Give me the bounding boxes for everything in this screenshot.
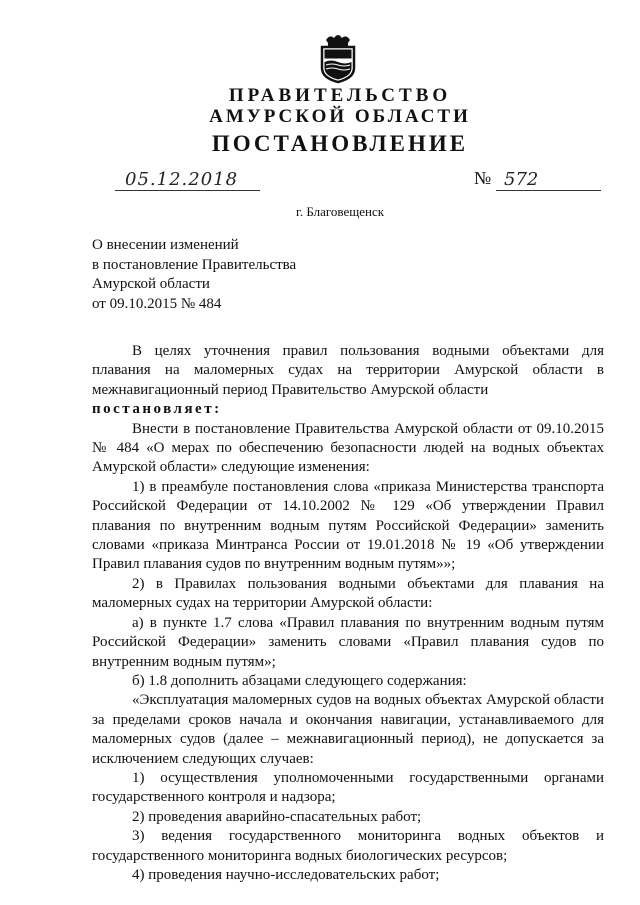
body-paragraph: б) 1.8 дополнить абзацами следующего содержания:	[132, 672, 467, 689]
number-label: №	[474, 168, 492, 188]
subject-line: Амурской области	[92, 276, 210, 292]
body-paragraph: а) в пункте 1.7 слова «Правил плавания по внутренним водным путям Российской Федерации» заменить словами «Правил плавания судов по внутренним водным путям»;	[92, 614, 604, 670]
document-number: 572	[496, 170, 601, 191]
subject-line: в постановление Правительства	[92, 256, 297, 273]
body-paragraph: 2) в Правилах пользования водными объектами для плавания на маломерных судах на территории Амурской области:	[92, 575, 604, 612]
header-line-2: АМУРСКОЙ ОБЛАСТИ	[209, 106, 471, 127]
coat-of-arms-icon	[318, 32, 358, 84]
subject-line: О внесении изменений	[92, 237, 239, 253]
document-subject	[92, 236, 296, 314]
body-paragraph: 3) ведения государственного мониторинга водных объектов и государственного мониторинга водных биологических ресурсов;	[92, 828, 604, 864]
body-paragraph: 2) проведения аварийно-спасательных работ;	[132, 808, 422, 825]
document-date: 05.12.2018	[115, 170, 260, 191]
decree-word: постановляет:	[92, 401, 222, 418]
preamble-paragraph: В целях уточнения правил пользования водными объектами для плавания на маломерных судах на территории Амурской области в межнавигационный период Правительство Амурской области	[92, 343, 604, 398]
document-type-title: ПОСТАНОВЛЕНИЕ	[211, 131, 469, 156]
city-name: г. Благовещенск	[295, 204, 385, 219]
body-paragraph: Внести в постановление Правительства Амурской области от 09.10.2015 № 484 «О мерах по обеспечению безопасности людей на водных объектах Амурской области» следующие изменения:	[92, 420, 604, 476]
document-body	[92, 342, 604, 885]
body-paragraph: 4) проведения научно-исследовательских работ;	[132, 866, 440, 883]
body-paragraph: 1) осуществления уполномоченными государственными органами государственного контроля и надзора;	[92, 769, 604, 806]
header-line-1: ПРАВИТЕЛЬСТВО	[228, 85, 452, 106]
subject-line: от 09.10.2015 № 484	[92, 295, 222, 312]
body-paragraph: 1) в преамбуле постановления слова «приказа Министерства транспорта Российской Федерации от 14.10.2002 № 129 «Об утверждении Правил плавания по внутренним водным путям Российской Федерации» заменить словами «приказа Минтранса России от 19.01.2018 № 19 «Об утверждении Правил плавания судов по внутренним водным путям»»;	[92, 478, 604, 573]
body-paragraph: «Эксплуатация маломерных судов на водных объектах Амурской области за пределами сроков начала и окончания навигации, устанавливаемого для маломерных судов (далее – межнавигационный период), не допускается за исключением следующих случаев:	[92, 692, 604, 767]
